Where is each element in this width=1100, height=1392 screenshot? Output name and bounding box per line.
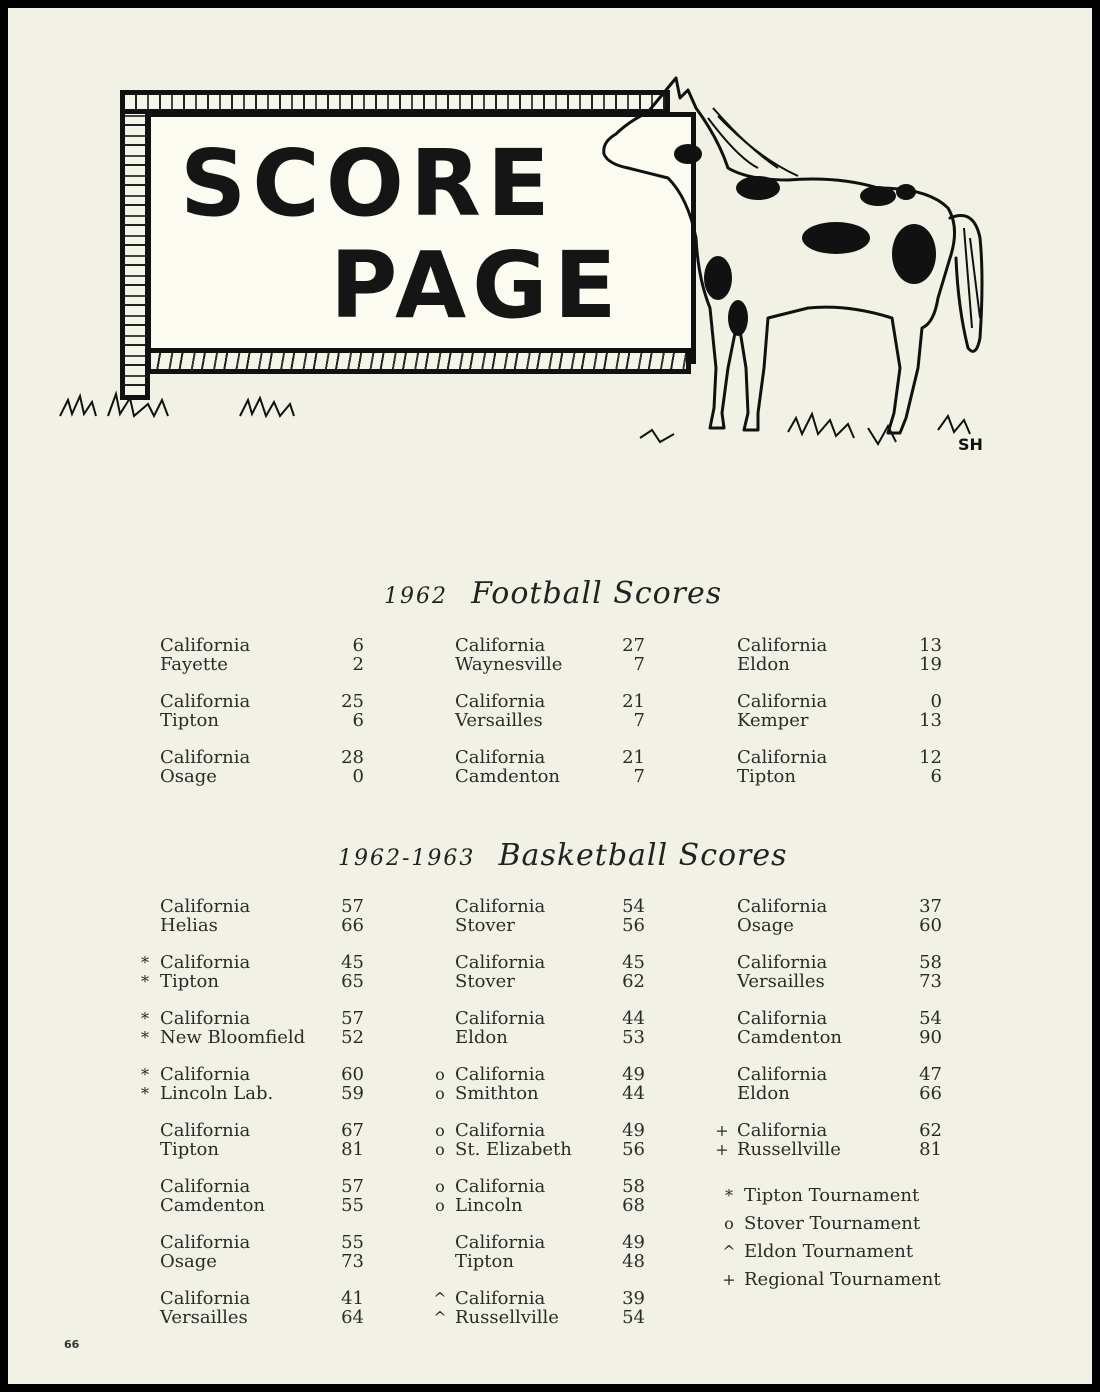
- team-score: 59: [341, 1083, 364, 1104]
- team-score: 49: [622, 1064, 645, 1085]
- team-name: California: [455, 1232, 546, 1253]
- tournament-mark: o: [435, 1065, 445, 1084]
- tournament-mark: *: [141, 1084, 149, 1103]
- team-score: 64: [341, 1307, 364, 1328]
- team-score: 90: [919, 1027, 942, 1048]
- team-name: California: [455, 1288, 546, 1309]
- team-name: California: [737, 691, 828, 712]
- team-score: 58: [919, 952, 942, 973]
- legend-label: Tipton Tournament: [744, 1185, 920, 1206]
- team-score: 7: [633, 654, 645, 675]
- team-score: 65: [341, 971, 364, 992]
- team-name: California: [737, 1064, 828, 1085]
- team-score: 81: [919, 1139, 942, 1160]
- tournament-mark: o: [435, 1140, 445, 1159]
- team-name: California: [160, 1288, 251, 1309]
- team-score: 49: [622, 1120, 645, 1141]
- team-name: Russellville: [455, 1307, 559, 1328]
- team-score: 6: [352, 635, 364, 656]
- team-score: 73: [919, 971, 942, 992]
- football-heading: [384, 576, 722, 611]
- team-name: California: [455, 747, 546, 768]
- team-score: 55: [341, 1232, 364, 1253]
- team-name: Osage: [737, 915, 794, 936]
- team-name: Osage: [160, 766, 217, 787]
- team-name: California: [737, 747, 828, 768]
- team-name: California: [160, 1232, 251, 1253]
- team-score: 49: [622, 1232, 645, 1253]
- tournament-mark: +: [715, 1121, 729, 1140]
- legend-symbol: o: [724, 1214, 734, 1233]
- team-score: 66: [919, 1083, 942, 1104]
- legend-label: Regional Tournament: [744, 1269, 941, 1290]
- team-name: California: [737, 1120, 828, 1141]
- team-name: Eldon: [737, 1083, 790, 1104]
- team-name: California: [455, 896, 546, 917]
- team-name: Eldon: [737, 654, 790, 675]
- sign-title-line1: SCORE: [180, 130, 556, 237]
- team-score: 45: [622, 952, 645, 973]
- team-score: 62: [622, 971, 645, 992]
- team-score: 12: [919, 747, 942, 768]
- team-name: California: [160, 1176, 251, 1197]
- football-title: Football Scores: [471, 576, 723, 611]
- team-name: California: [160, 1120, 251, 1141]
- tournament-mark: *: [141, 1009, 149, 1028]
- team-score: 7: [633, 710, 645, 731]
- team-name: California: [160, 896, 251, 917]
- team-name: Osage: [160, 1251, 217, 1272]
- team-score: 6: [352, 710, 364, 731]
- grass-tuft-2: [238, 394, 298, 418]
- team-name: California: [160, 635, 251, 656]
- team-name: California: [160, 952, 251, 973]
- team-name: California: [160, 747, 251, 768]
- team-name: California: [737, 1008, 828, 1029]
- team-score: 0: [352, 766, 364, 787]
- team-score: 37: [919, 896, 942, 917]
- team-score: 73: [341, 1251, 364, 1272]
- team-name: Kemper: [737, 710, 809, 731]
- team-name: Eldon: [455, 1027, 508, 1048]
- tournament-mark: +: [715, 1140, 729, 1159]
- team-name: California: [455, 1120, 546, 1141]
- tournament-mark: o: [435, 1177, 445, 1196]
- team-name: Camdenton: [455, 766, 561, 787]
- team-score: 39: [622, 1288, 645, 1309]
- basketball-heading: [338, 838, 788, 873]
- team-name: California: [455, 635, 546, 656]
- tournament-mark: o: [435, 1196, 445, 1215]
- legend-symbol: ^: [722, 1242, 736, 1261]
- team-score: 2: [352, 654, 364, 675]
- team-name: California: [737, 952, 828, 973]
- team-score: 68: [622, 1195, 645, 1216]
- team-name: Tipton: [160, 710, 219, 731]
- team-score: 58: [622, 1176, 645, 1197]
- tournament-mark: *: [141, 953, 149, 972]
- team-name: California: [455, 691, 546, 712]
- team-score: 57: [341, 896, 364, 917]
- team-name: Tipton: [737, 766, 796, 787]
- team-score: 44: [622, 1083, 645, 1104]
- team-name: Lincoln: [455, 1195, 523, 1216]
- team-name: Stover: [455, 971, 515, 992]
- team-name: Tipton: [455, 1251, 514, 1272]
- team-name: Versailles: [160, 1307, 248, 1328]
- team-score: 19: [919, 654, 942, 675]
- basketball-year: 1962-1963: [338, 846, 476, 871]
- team-score: 62: [919, 1120, 942, 1141]
- team-name: Versailles: [737, 971, 825, 992]
- team-name: California: [160, 1008, 251, 1029]
- artist-signature: SH: [958, 435, 983, 454]
- team-name: Lincoln Lab.: [160, 1083, 274, 1104]
- legend-symbol: *: [725, 1186, 733, 1205]
- team-score: 81: [341, 1139, 364, 1160]
- team-name: California: [160, 1064, 251, 1085]
- team-score: 55: [341, 1195, 364, 1216]
- team-score: 41: [341, 1288, 364, 1309]
- team-name: Tipton: [160, 971, 219, 992]
- team-name: California: [455, 952, 546, 973]
- legend-label: Eldon Tournament: [744, 1241, 914, 1262]
- team-score: 54: [622, 896, 645, 917]
- team-score: 60: [341, 1064, 364, 1085]
- team-name: California: [737, 635, 828, 656]
- team-name: Versailles: [455, 710, 543, 731]
- team-name: Smithton: [455, 1083, 539, 1104]
- tournament-mark: ^: [433, 1308, 447, 1327]
- team-score: 56: [622, 915, 645, 936]
- yearbook-page: [8, 8, 1092, 1384]
- team-name: Russellville: [737, 1139, 841, 1160]
- team-score: 47: [919, 1064, 942, 1085]
- grass-tuft-1: [58, 388, 178, 418]
- team-name: California: [455, 1064, 546, 1085]
- tournament-mark: o: [435, 1121, 445, 1140]
- team-score: 57: [341, 1008, 364, 1029]
- team-name: Camdenton: [160, 1195, 266, 1216]
- team-score: 45: [341, 952, 364, 973]
- team-score: 27: [622, 635, 645, 656]
- team-score: 60: [919, 915, 942, 936]
- team-score: 52: [341, 1027, 364, 1048]
- team-score: 44: [622, 1008, 645, 1029]
- legend-symbol: +: [722, 1270, 736, 1289]
- team-score: 48: [622, 1251, 645, 1272]
- team-score: 54: [919, 1008, 942, 1029]
- team-score: 25: [341, 691, 364, 712]
- team-score: 7: [633, 766, 645, 787]
- team-name: St. Elizabeth: [455, 1139, 572, 1160]
- team-score: 56: [622, 1139, 645, 1160]
- page-number: 66: [64, 1338, 80, 1351]
- team-score: 6: [930, 766, 942, 787]
- sign-title-line2: PAGE: [330, 232, 623, 339]
- team-name: Stover: [455, 915, 515, 936]
- team-name: Camdenton: [737, 1027, 843, 1048]
- team-score: 13: [919, 635, 942, 656]
- team-score: 53: [622, 1027, 645, 1048]
- team-name: New Bloomfield: [160, 1027, 306, 1048]
- team-score: 21: [622, 747, 645, 768]
- team-name: Fayette: [160, 654, 228, 675]
- team-name: California: [455, 1008, 546, 1029]
- team-score: 28: [341, 747, 364, 768]
- team-name: California: [160, 691, 251, 712]
- team-score: 0: [930, 691, 942, 712]
- team-name: Tipton: [160, 1139, 219, 1160]
- tournament-mark: *: [141, 1028, 149, 1047]
- team-score: 21: [622, 691, 645, 712]
- basketball-title: Basketball Scores: [498, 838, 788, 873]
- team-name: California: [737, 896, 828, 917]
- grass-tuft-3: [638, 408, 978, 448]
- legend-label: Stover Tournament: [744, 1213, 921, 1234]
- team-score: 66: [341, 915, 364, 936]
- tournament-mark: o: [435, 1084, 445, 1103]
- team-score: 57: [341, 1176, 364, 1197]
- tournament-mark: *: [141, 1065, 149, 1084]
- tournament-mark: ^: [433, 1289, 447, 1308]
- tournament-mark: *: [141, 972, 149, 991]
- football-year: 1962: [384, 584, 448, 609]
- team-name: California: [455, 1176, 546, 1197]
- team-score: 13: [919, 710, 942, 731]
- team-name: Helias: [160, 915, 218, 936]
- team-score: 54: [622, 1307, 645, 1328]
- team-score: 67: [341, 1120, 364, 1141]
- team-name: Waynesville: [455, 654, 563, 675]
